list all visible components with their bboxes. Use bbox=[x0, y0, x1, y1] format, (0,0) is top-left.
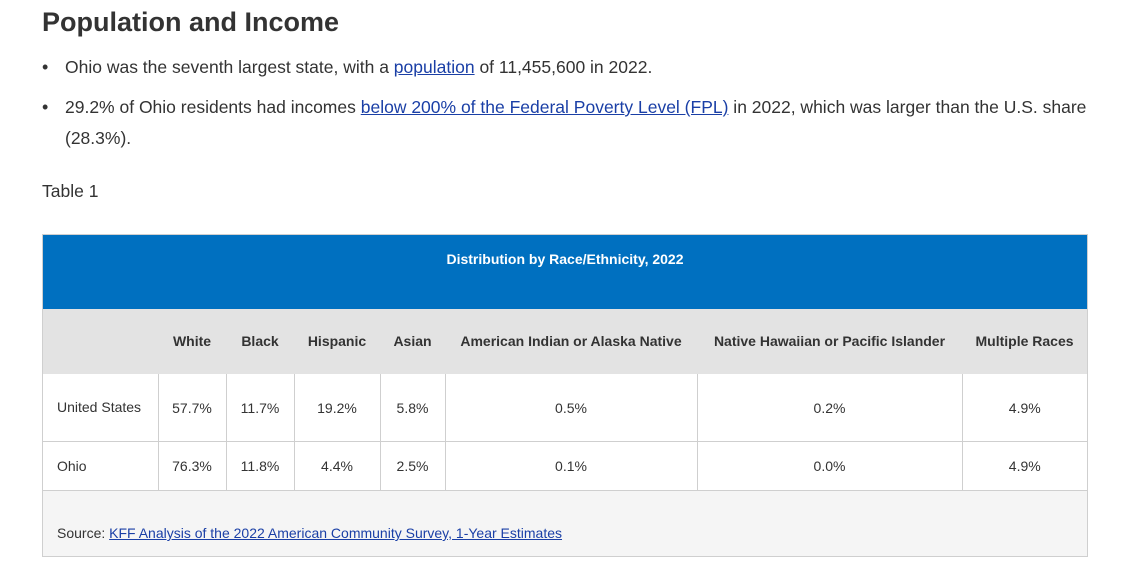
table-cell: 4.4% bbox=[294, 442, 380, 491]
section-title: Population and Income bbox=[42, 7, 340, 37]
table-cell: 4.9% bbox=[962, 374, 1087, 442]
bullet-dot-icon: • bbox=[42, 97, 49, 117]
fpl-link[interactable]: below 200% of the Federal Poverty Level (FPL) bbox=[360, 97, 729, 117]
table-cell: 76.3% bbox=[158, 442, 226, 491]
table-cell: 11.7% bbox=[226, 374, 294, 442]
column-header-native-hawaiian: Native Hawaiian or Pacific Islander bbox=[697, 309, 962, 374]
column-header-hispanic: Hispanic bbox=[294, 309, 380, 374]
bullet-income bbox=[42, 92, 1092, 154]
column-header-row bbox=[43, 309, 1087, 374]
table-cell: 57.7% bbox=[158, 374, 226, 442]
column-header-white: White bbox=[158, 309, 226, 374]
table-cell: 0.5% bbox=[445, 374, 697, 442]
bullet-text-post: of 11,455,600 in 2022. bbox=[474, 57, 653, 77]
bullet-text-post: in 2022, which was larger than the U.S. share (28.3%). bbox=[65, 97, 1087, 148]
table-cell: 5.8% bbox=[380, 374, 445, 442]
table-cell: 0.2% bbox=[697, 374, 962, 442]
source-label: Source: bbox=[57, 525, 110, 541]
bullet-text-pre: Ohio was the seventh largest state, with a bbox=[65, 57, 394, 77]
column-header-black: Black bbox=[226, 309, 294, 374]
table-row bbox=[43, 374, 1087, 442]
bullet-dot-icon: • bbox=[42, 57, 49, 77]
data-table bbox=[43, 309, 1087, 491]
table-cell: 19.2% bbox=[294, 374, 380, 442]
table-cell: 0.1% bbox=[445, 442, 697, 491]
column-header-american-indian: American Indian or Alaska Native bbox=[445, 309, 697, 374]
table-cell: 2.5% bbox=[380, 442, 445, 491]
table-source bbox=[57, 525, 562, 541]
column-header-multiple-races: Multiple Races bbox=[962, 309, 1087, 374]
column-header-asian: Asian bbox=[380, 309, 445, 374]
table-title: Distribution by Race/Ethnicity, 2022 bbox=[43, 235, 1087, 309]
table-cell: 0.0% bbox=[697, 442, 962, 491]
row-label: United States bbox=[43, 374, 158, 442]
table-caption: Table 1 bbox=[42, 181, 99, 201]
row-label: Ohio bbox=[43, 442, 158, 491]
bullet-population bbox=[42, 52, 1092, 83]
table-cell: 11.8% bbox=[226, 442, 294, 491]
race-ethnicity-table bbox=[42, 234, 1088, 557]
population-link[interactable]: population bbox=[393, 57, 475, 77]
table-row bbox=[43, 442, 1087, 491]
source-link[interactable]: KFF Analysis of the 2022 American Community Survey, 1-Year Estimates bbox=[109, 525, 563, 541]
bullet-text-pre: 29.2% of Ohio residents had incomes bbox=[65, 97, 361, 117]
table-cell: 4.9% bbox=[962, 442, 1087, 491]
column-header-empty bbox=[43, 309, 158, 374]
bullet-list bbox=[42, 52, 1092, 163]
